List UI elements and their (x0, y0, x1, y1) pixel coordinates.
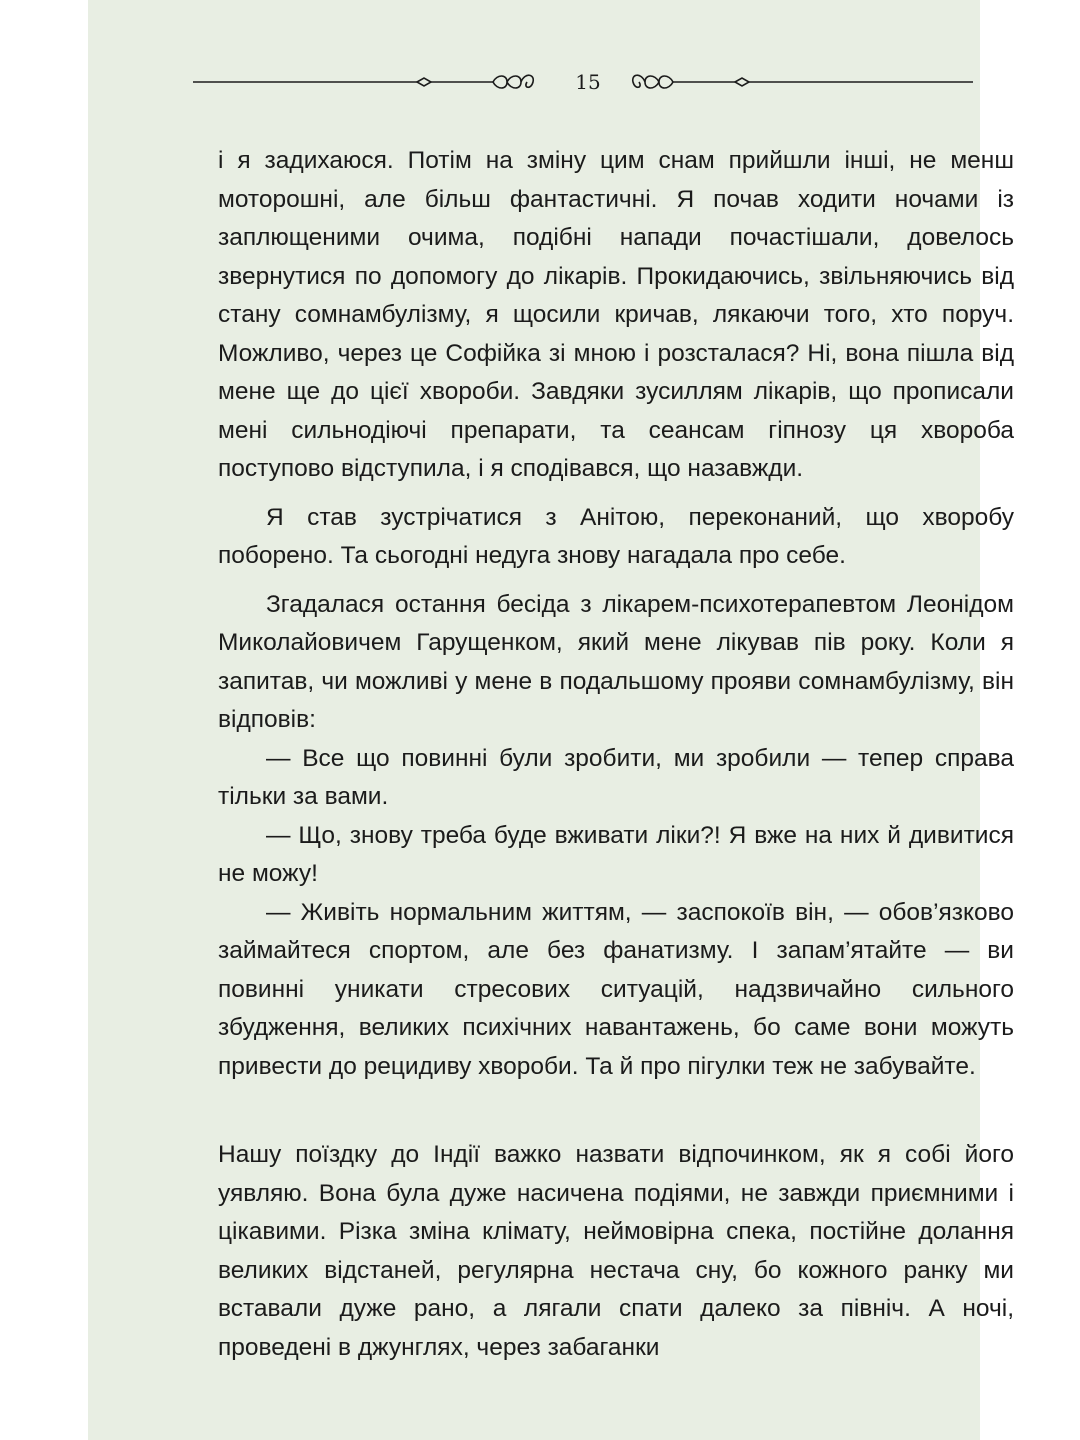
page-header (193, 68, 973, 100)
paragraph: Я став зустрічатися з Анітою, переконаний, що хворобу поборено. Та сьогодні недуга знову нагадала про себе. (218, 503, 1014, 569)
paragraph: — Живіть нормальним життям, — заспокоїв він, — обов’язково займайтеся спортом, але без фанатизму. І запам’ятайте — ви повинні уникати стресових ситуацій, надзвичайно сильного збудження, великих психічних навантажень, бо саме вони можуть привести до рецидиву хвороби. Та й про пігулки теж не забувайте. (218, 898, 1014, 1080)
paragraph: і я задихаюся. Потім на зміну цим снам прийшли інші, не менш моторошні, але більш фантастичні. Я почав ходити ночами із заплющеними очима, подібні напади почастішали, довелось звернутися по допомогу до лікарів. Прокидаючись, звільняючись від стану сомнамбулізму, я щосили кричав, лякаючи того, хто поруч. Можливо, через це Софійка зі мною і розсталася? Ні, вона пішла від мене ще до цієї хвороби. Завдяки зусиллям лікарів, що прописали мені сильнодіючі препарати, та сеансам гіпнозу ця хвороба поступово відступила, і я сподівався, що назавжди. (218, 147, 1014, 482)
paragraph: — Все що повинні були зробити, ми зробили — тепер справа тільки за вами. (218, 744, 1014, 810)
page-number: 15 (575, 70, 601, 94)
paragraph: Нашу поїздку до Індії важко назвати відпочинком, як я собі його уявляю. Вона була дуже насичена подіями, не завжди приємними і цікавими. Різка зміна клімату, неймовірна спека, постійне долання великих відстаней, регулярна нестача сну, бо кожного ранку ми вставали дуже рано, а лягали спати далеко за північ. А ночі, проведені в джунглях, через забаганки (218, 1141, 1014, 1361)
paragraph: Згадалася остання бесіда з лікарем-психотерапевтом Леонідом Миколайовичем Гарущенком, який мене лікував пів року. Коли я запитав, чи можливі у мене в подальшому прояви сомнамбулізму, він відповів: (218, 590, 1014, 733)
book-page (88, 0, 1014, 1440)
body-text (218, 142, 1014, 1367)
paragraph: — Що, знову треба буде вживати ліки?! Я вже на них й дивитися не можу! (218, 821, 1014, 887)
